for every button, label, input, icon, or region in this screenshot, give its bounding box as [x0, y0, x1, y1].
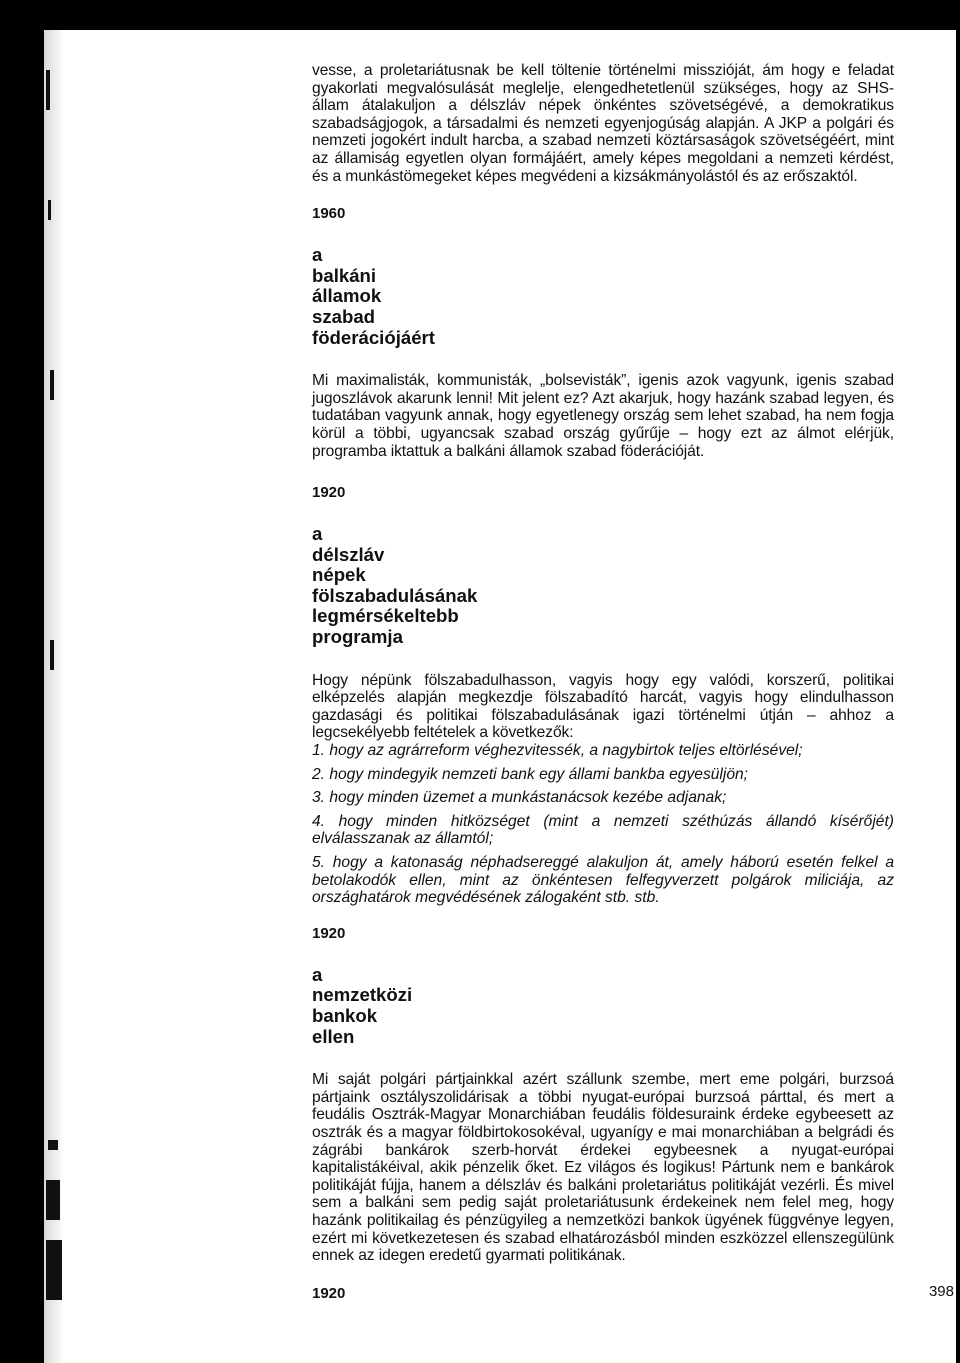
intro-paragraph: vesse, a proletariátusnak be kell töltenie történelmi misszióját, ám hogy e feladat gyakorlati megvalósulását meglelje, elengedhetetlenül szükséges, hogy az SHS-állam átalakuljon a délszláv népek önkéntes szövetségévé, a demokratikus szabadságjogok, a társadalmi és nemzeti egyenjogúság alapján. A JKP a polgári és nemzeti jogokért indult harcba, a szabad nemzeti köztársaságok szövetségéért, mint az államiság egyetlen olyan formájáért, amely képes megoldani a nemzeti kérdést, és a munkástömegeket képes megvédeni a kizsákmányolástól és az erőszaktól. [312, 62, 894, 185]
heading-line: ellen [312, 1025, 355, 1047]
scan-mark [48, 200, 51, 220]
heading-line: délszláv [312, 543, 385, 565]
scan-mark [46, 1240, 62, 1300]
demand-list [312, 742, 894, 907]
heading-line: legmérsékeltebb [312, 605, 459, 627]
list-item: 5. hogy a katonaság néphadsereggé alakuljon át, amely háború esetén felkel a betolakodók ellen, mint az önkéntesen felfegyverzett polgárok miliciája, az országhatárok megvédésének zálogaként stb. stb. [312, 854, 894, 907]
list-item: 2. hogy mindegyik nemzeti bank egy állami bankba egyesüljön; [312, 765, 749, 783]
section-year: 1920 [312, 484, 346, 502]
heading-line: szabad [312, 305, 376, 327]
section-heading [312, 524, 894, 648]
scan-mark [46, 70, 50, 110]
heading-line: a [312, 963, 323, 985]
section-heading [312, 245, 894, 348]
heading-line: a [312, 244, 323, 266]
section-year: 1960 [312, 205, 346, 223]
heading-line: föderációjáért [312, 326, 435, 348]
text-column [312, 62, 894, 1303]
heading-line: bankok [312, 1004, 378, 1026]
heading-line: fölszabadulásának [312, 584, 478, 606]
section-paragraph: Mi maximalisták, kommunisták, „bolsevisták”, igenis azok vagyunk, igenis szabad jugoszlávok akarunk lenni! Mit jelent ez? Azt akarjuk, hogy hazánk szabad legyen, és tudatában vagyunk annak, hogy egyetlenegy ország sem lehet szabad, ha nem fogja körül a többi, ugyancsak szabad ország gyűrűje – hogy ezt az álmot elérjük, programba iktattuk a balkáni államok szabad föderációját. [312, 372, 894, 460]
list-item: 4. hogy minden hitközséget (mint a nemzeti széthúzás állandó kísérőjét) elválasszanak az államtól; [312, 812, 894, 848]
section-heading [312, 965, 894, 1047]
binding-shadow [44, 30, 64, 1363]
section-paragraph: Hogy népünk fölszabadulhasson, vagyis hogy egy valódi, korszerű, politikai elképzelés alapján megkezdje fölszabadító harcát, vagyis hogy elindulhasson gazdasági és politikai fölszabadulásának igazi történelmi útján – ahhoz a legcsekélyebb feltételek a következők: [312, 671, 894, 742]
heading-line: programja [312, 626, 403, 648]
scan-mark [48, 1140, 58, 1150]
heading-line: népek [312, 564, 366, 586]
heading-line: a [312, 523, 323, 545]
page-number: 398 [928, 1283, 954, 1300]
section-paragraph: Mi saját polgári pártjainkkal azért szállunk szembe, mert eme polgári, burzsoá pártjaink osztályszolidárisak a többi nyugat-európai burzsoá párttal, és mert a feudális Osztrák-Magyar Monarchiában feudális földesuraink érdeke egybeesett az osztrák és a magyar földbirtokosokéval, ugyanígy e mai monarchiában a belgrádi és zágrábi bankárok szerb-horvát érdekei egybeesnek a nyugat-európai kapitalistákéival, akik pénzelik őket. Ez világos és logikus! Pártunk nem e bankárok politikáját fújja, hanem a délszláv és balkáni proletariátus politikáját vezérli. És mivel sem a balkáni sem pedig saját proletariátusunk érdekeinek nem felel meg, hogy hazánk politikailag és pénzügyileg a nemzetközi bankok ügyének függvénye legyen, ezért mi következetesen és szabad elhatározásból minden eszközzel ellenszegülünk ennek az idegen eredetű gyarmati politikának. [312, 1071, 894, 1265]
heading-line: balkáni [312, 264, 377, 286]
list-item: 3. hogy minden üzemet a munkástanácsok kezébe adjanak; [312, 789, 727, 807]
heading-line: nemzetközi [312, 984, 413, 1006]
list-item: 1. hogy az agrárreform véghezvitessék, a nagybirtok teljes eltörlésével; [312, 742, 803, 760]
section-year: 1920 [312, 1284, 346, 1302]
scan-mark [46, 1180, 60, 1220]
scan-mark [50, 640, 54, 670]
heading-line: államok [312, 285, 382, 307]
scan-mark [50, 370, 54, 400]
section-year: 1920 [312, 924, 346, 942]
